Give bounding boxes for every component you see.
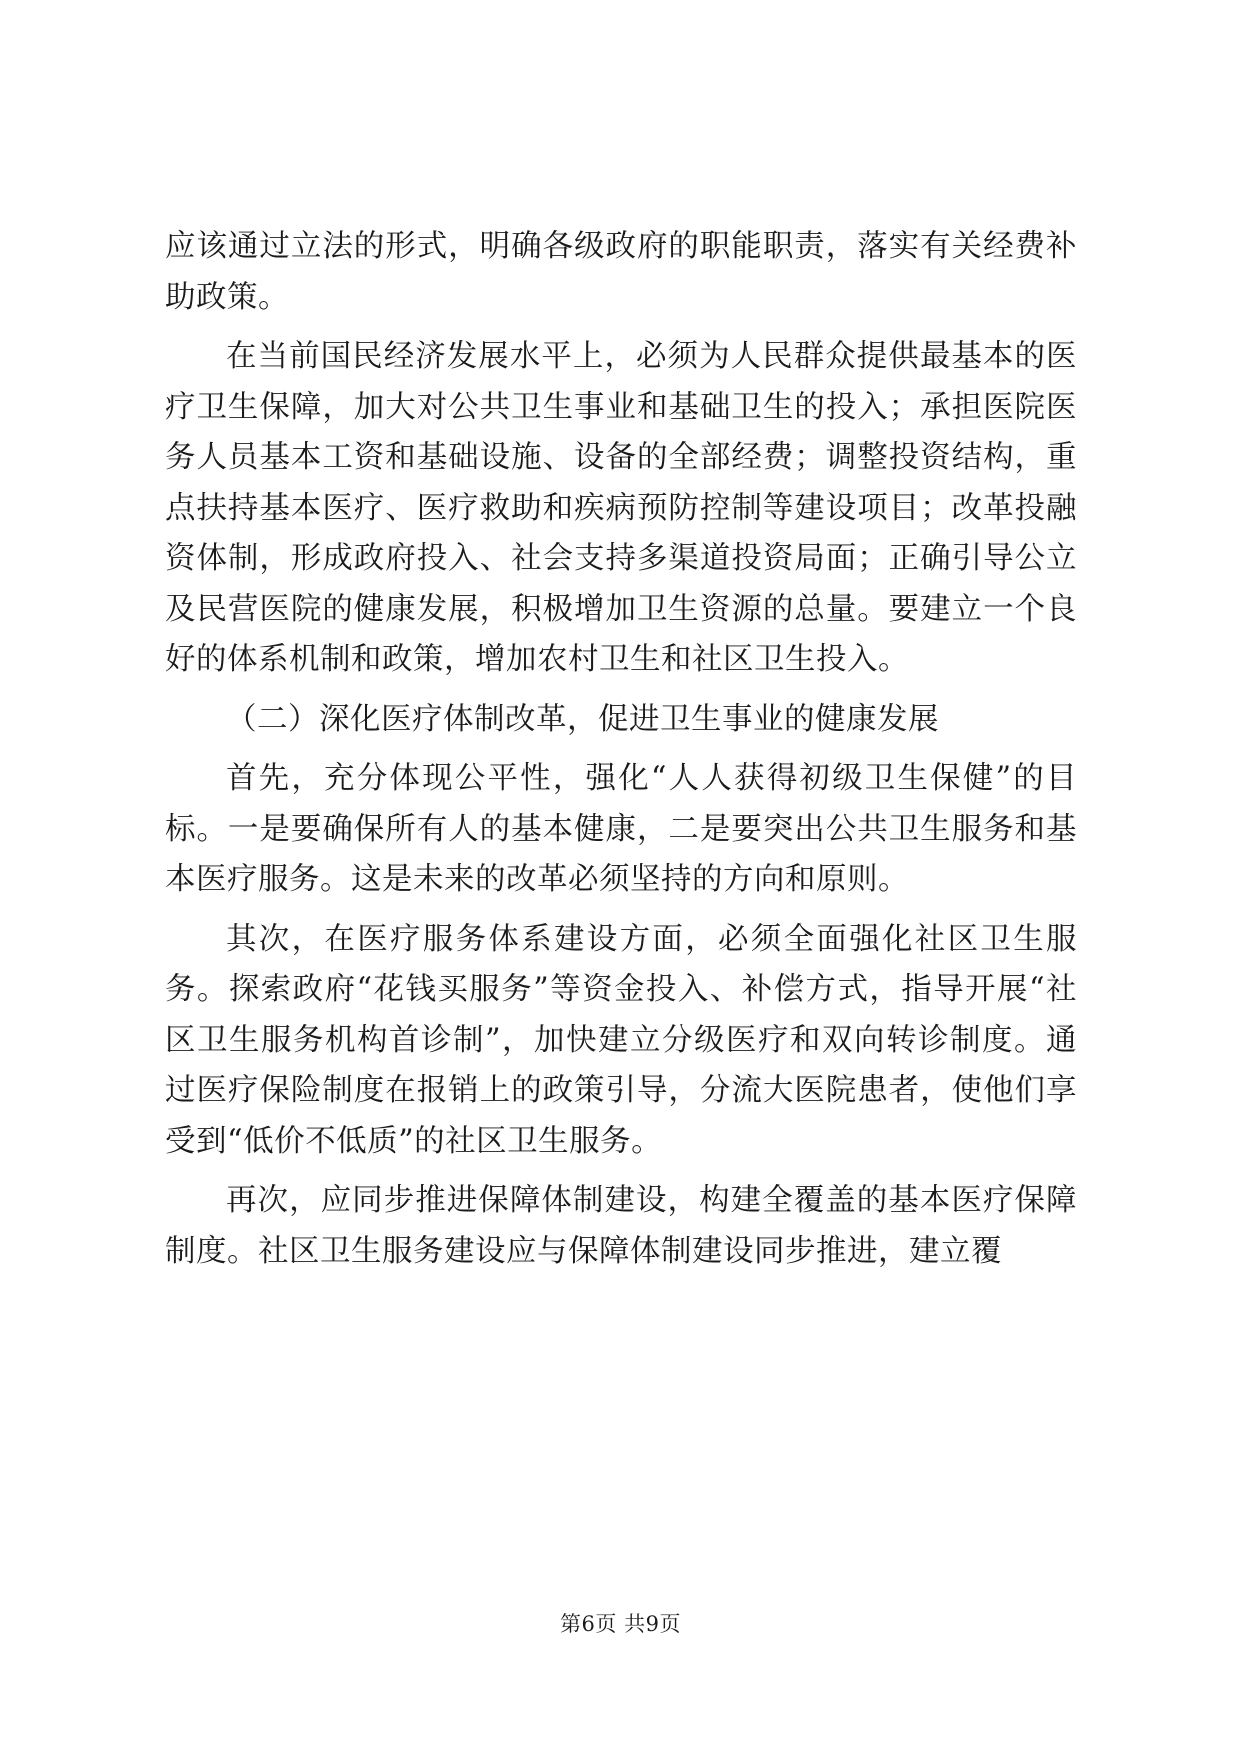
paragraph-5: 再次，应同步推进保障体制建设，构建全覆盖的基本医疗保障制度。社区卫生服务建设应与保障体制建设同步推进，建立覆	[165, 1183, 1077, 1269]
paragraph-1: 应该通过立法的形式，明确各级政府的职能职责，落实有关经费补助政策。	[165, 229, 1077, 315]
page-suffix: 页	[595, 1612, 617, 1636]
total-pages: 9	[645, 1612, 660, 1636]
page-footer	[0, 1608, 1241, 1638]
page-number: 6	[581, 1612, 596, 1636]
paragraph-2: 在当前国民经济发展水平上，必须为人民群众提供最基本的医疗卫生保障，加大对公共卫生事业和基础卫生的投入；承担医院医务人员基本工资和基础设施、设备的全部经费；调整投资结构，重点扶持基本医疗、医疗救助和疾病预防控制等建设项目；改革投融资体制，形成政府投入、社会支持多渠道投资局面；正确引导公立及民营医院的健康发展，积极增加卫生资源的总量。要建立一个良好的体系机制和政策，增加农村卫生和社区卫生投入。	[165, 339, 1077, 677]
paragraph-4: 其次，在医疗服务体系建设方面，必须全面强化社区卫生服务。探索政府“花钱买服务”等资金投入、补偿方式，指导开展“社区卫生服务机构首诊制”，加快建立分级医疗和双向转诊制度。通过医疗保险制度在报销上的政策引导，分流大医院患者，使他们享受到“低价不低质”的社区卫生服务。	[165, 921, 1077, 1159]
document-body	[165, 222, 1077, 1286]
total-prefix: 共	[624, 1612, 646, 1636]
total-suffix: 页	[659, 1612, 681, 1636]
page-prefix: 第	[560, 1612, 582, 1636]
section-heading: （二）深化医疗体制改革，促进卫生事业的健康发展	[226, 701, 939, 737]
paragraph-3: 首先，充分体现公平性，强化“人人获得初级卫生保健”的目标。一是要确保所有人的基本健康，二是要突出公共卫生服务和基本医疗服务。这是未来的改革必须坚持的方向和原则。	[165, 761, 1077, 897]
